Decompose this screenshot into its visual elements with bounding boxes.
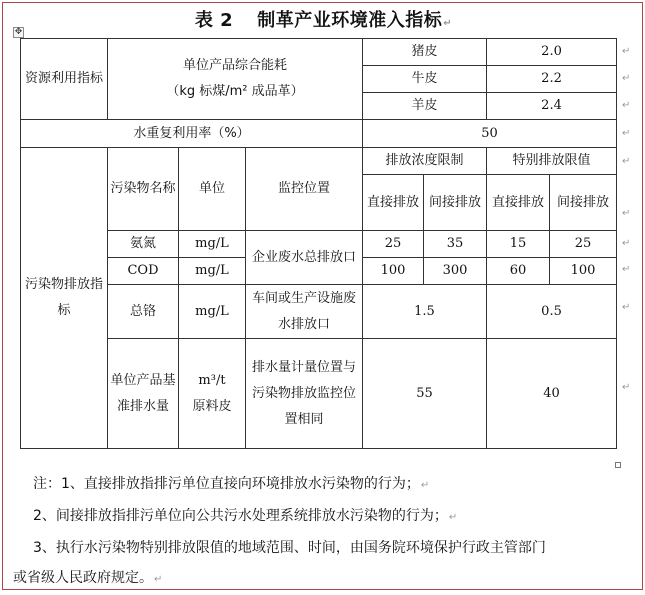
cell-text: 35: [446, 236, 464, 251]
cell-text: 排水量计量位置与污染物排放监控位置相同: [251, 359, 356, 427]
chromium-conc: [363, 285, 487, 339]
paragraph-mark-icon: ↵: [448, 512, 458, 523]
cell-text: mg/L: [195, 303, 229, 319]
note-text: 2、间接排放指排污单位向公共污水处理系统排放水污染物的行为；: [33, 508, 448, 524]
cell-text: COD: [127, 263, 159, 278]
row-end-mark-icon: ↵: [622, 156, 631, 167]
row-end-mark-icon: ↵: [622, 100, 631, 111]
hide-value-cattle: [487, 66, 617, 93]
row-end-mark-icon: ↵: [622, 302, 631, 313]
chromium-special: [487, 285, 617, 339]
subheader-direct-conc: [363, 175, 424, 231]
water-benchmark-location: [246, 339, 363, 449]
cell-text: 单位产品基准排水量: [110, 372, 176, 414]
chromium-name: [108, 285, 179, 339]
note-3: [33, 533, 633, 563]
cell-text: 100: [380, 263, 406, 278]
pollutant-group-label: 污染物排放指标: [24, 277, 103, 318]
water-reuse-value: 50: [481, 125, 498, 141]
water-reuse-label: 水重复利用率（%）: [133, 125, 250, 141]
row-end-mark-icon: ↵: [622, 238, 631, 249]
col-header-text: 排放浓度限制: [385, 153, 464, 168]
hide-value-text: 2.0: [541, 44, 562, 59]
notes-section: [13, 469, 633, 595]
note-1: [33, 469, 633, 501]
row-end-mark-icon: ↵: [622, 264, 631, 275]
col-header-text: 监控位置: [277, 181, 330, 196]
cell-text: 总铬: [129, 303, 156, 319]
cod-special-indirect: [550, 258, 617, 285]
hide-value-pig: [487, 39, 617, 66]
water-unit-line1: m³/t: [198, 372, 226, 388]
row-end-mark-icon: ↵: [622, 208, 631, 219]
water-reuse-value-cell: [363, 120, 617, 148]
hide-name-pig: [363, 39, 487, 66]
col-header-unit: [179, 148, 246, 231]
cell-text: 企业废水总排放口: [251, 249, 356, 265]
ammonia-conc-direct: [363, 231, 424, 258]
note-text: 注：1、直接排放指排污单位直接向环境排放水污染物的行为；: [33, 476, 420, 492]
ammonia-unit: [179, 231, 246, 258]
row-end-mark-icon: ↵: [622, 128, 631, 139]
chromium-location: [246, 285, 363, 339]
paragraph-mark-icon: ↵: [443, 18, 453, 29]
subheader-text: 直接排放: [492, 194, 545, 210]
hide-name-text: 牛皮: [411, 71, 438, 86]
paragraph-mark-icon: ↵: [420, 480, 430, 491]
hide-name-text: 羊皮: [411, 98, 438, 113]
cod-special-direct: [487, 258, 550, 285]
col-header-location: [246, 148, 363, 231]
subheader-text: 间接排放: [557, 194, 610, 210]
cell-text: mg/L: [195, 236, 229, 251]
cell-text: 15: [509, 236, 527, 251]
paragraph-mark-icon: ↵: [154, 574, 163, 585]
document-page: [2, 2, 643, 590]
cell-text: 25: [384, 236, 402, 251]
subheader-direct-special: [487, 175, 550, 231]
table-resize-handle[interactable]: [615, 462, 621, 468]
water-reuse-label-cell: [21, 120, 363, 148]
col-header-text: 特别排放限值: [512, 153, 591, 168]
cell-text: 60: [509, 263, 527, 278]
energy-label-line1: 单位产品综合能耗: [182, 58, 287, 73]
table-number: 表 2: [194, 10, 234, 31]
col-header-conc-limit: [363, 148, 487, 175]
water-unit-line2: 原料皮: [192, 398, 232, 414]
cod-name: [108, 258, 179, 285]
cod-unit: [179, 258, 246, 285]
cell-text: 车间或生产设施废水排放口: [251, 290, 356, 332]
note-text: 3、执行水污染物特别排放限值的地域范围、时间，由国务院环境保护行政主管部门: [33, 540, 546, 556]
cell-text: mg/L: [195, 263, 229, 278]
subheader-text: 直接排放: [366, 194, 419, 210]
pollutant-group-cell: [21, 148, 108, 449]
water-benchmark-name: [108, 339, 179, 449]
cell-text: 100: [570, 263, 596, 278]
hide-value-text: 2.2: [541, 71, 562, 86]
row-end-mark-icon: ↵: [622, 382, 631, 393]
cell-text: 1.5: [414, 303, 435, 319]
row-end-mark-icon: ↵: [622, 73, 631, 84]
ammonia-name: [108, 231, 179, 258]
col-header-text: 污染物名称: [110, 181, 176, 196]
ammonia-conc-indirect: [424, 231, 487, 258]
cod-conc-indirect: [424, 258, 487, 285]
water-benchmark-unit: [179, 339, 246, 449]
shared-location-cell: [246, 231, 363, 285]
col-header-text: 单位: [198, 181, 225, 196]
table-title-text: 制革产业环境准入指标: [257, 10, 443, 31]
subheader-indirect-special: [550, 175, 617, 231]
cell-text: 300: [442, 263, 468, 278]
cell-text: 25: [574, 236, 592, 251]
hide-name-cattle: [363, 66, 487, 93]
resource-group-cell: [21, 39, 108, 120]
note-3-continued: [13, 563, 633, 595]
cell-text: 40: [543, 385, 560, 401]
water-benchmark-special: [487, 339, 617, 449]
hide-name-sheep: [363, 93, 487, 120]
table-title: [3, 6, 644, 32]
energy-label-cell: [108, 39, 363, 120]
col-header-pollutant-name: [108, 148, 179, 231]
table-move-handle-icon[interactable]: ✥: [14, 27, 23, 37]
subheader-text: 间接排放: [429, 194, 482, 210]
ammonia-special-direct: [487, 231, 550, 258]
environment-admission-table: [20, 38, 617, 449]
energy-label-line2: （kg 标煤/m² 成品革）: [166, 84, 304, 99]
row-end-marks: [622, 38, 636, 468]
resource-group-label: 资源利用指标: [24, 71, 103, 86]
water-benchmark-conc: [363, 339, 487, 449]
hide-value-sheep: [487, 93, 617, 120]
hide-value-text: 2.4: [541, 98, 562, 113]
note-text: 或省级人民政府规定。: [13, 570, 153, 586]
note-2: [33, 501, 633, 533]
row-end-mark-icon: ↵: [622, 46, 631, 57]
subheader-indirect-conc: [424, 175, 487, 231]
col-header-special-limit: [487, 148, 617, 175]
chromium-unit: [179, 285, 246, 339]
cod-conc-direct: [363, 258, 424, 285]
cell-text: 0.5: [541, 303, 562, 319]
hide-name-text: 猪皮: [411, 44, 438, 59]
cell-text: 氨氮: [129, 236, 156, 251]
ammonia-special-indirect: [550, 231, 617, 258]
cell-text: 55: [416, 385, 433, 401]
